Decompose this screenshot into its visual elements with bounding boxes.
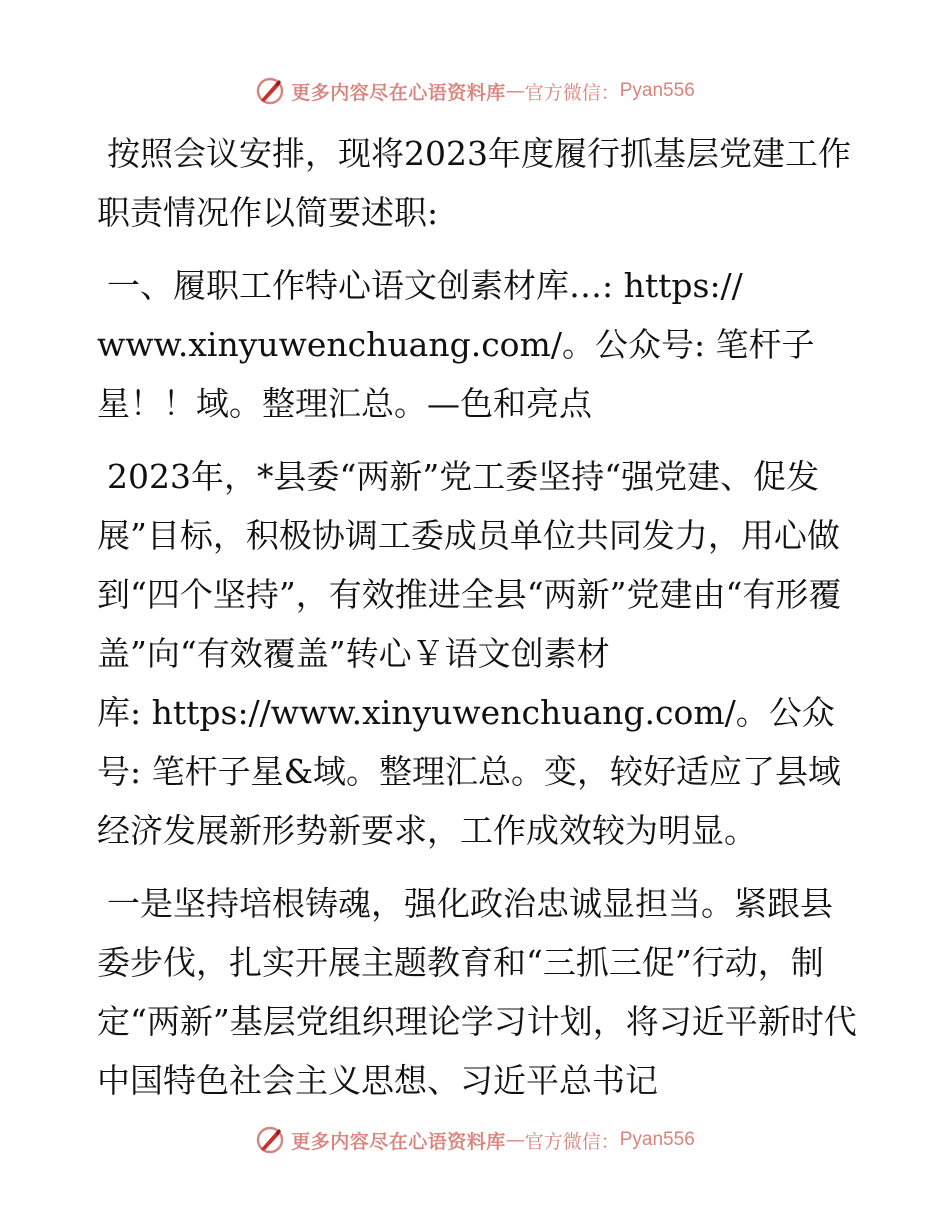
- banner-dash: —: [505, 80, 525, 102]
- banner-dash: —: [505, 1129, 525, 1151]
- banner-site-text: 更多内容尽在心语资料库: [291, 81, 506, 104]
- document-body: [97, 124, 857, 1124]
- header-banner: [0, 71, 950, 111]
- banner-wechat-label: 官方微信：: [524, 81, 620, 104]
- paragraph-overview: 2023年，*县委“两新”党工委坚持“强党建、促发展”目标，积极协调工委成员单位共同发力，用心做到“四个坚持”，有效推进全县“两新”党建由“有形覆盖”向“有效覆盖”转心￥语文创素材 库: https://www.xinyuwenchuang.com/。公众 号: 笔杆子星&域。整理汇总。变，较好适应了县域经济发展新形势新要求，工作成效较为明显。: [97, 457, 842, 850]
- paragraph-point-one: 一是坚持培根铸魂，强化政治忠诚显担当。紧跟县委步伐，扎实开展主题教育和“三抓三促”行动，制定“两新”基层党组织理论学习计划，将习近平新时代中国特色社会主义思想、习近平总书记: [97, 884, 857, 1100]
- paragraph-intro: 按照会议安排，现将2023年度履行抓基层党建工作职责情况作以简要述职:: [97, 134, 851, 232]
- banner-wechat-id: Pyan556: [619, 1129, 695, 1150]
- pen-logo-icon: [255, 76, 285, 106]
- banner-wechat-label: 官方微信：: [524, 1130, 620, 1153]
- banner-site-text: 更多内容尽在心语资料库: [291, 1130, 506, 1153]
- banner-wechat-id: Pyan556: [619, 80, 695, 101]
- pen-logo-icon: [255, 1125, 285, 1155]
- footer-banner: [0, 1120, 950, 1160]
- paragraph-section-heading: 一、履职工作特心语文创素材库…: https:// www.xinyuwenchuang.com/。公众号: 笔杆子 星！！域。整理汇总。—色和亮点: [97, 266, 815, 423]
